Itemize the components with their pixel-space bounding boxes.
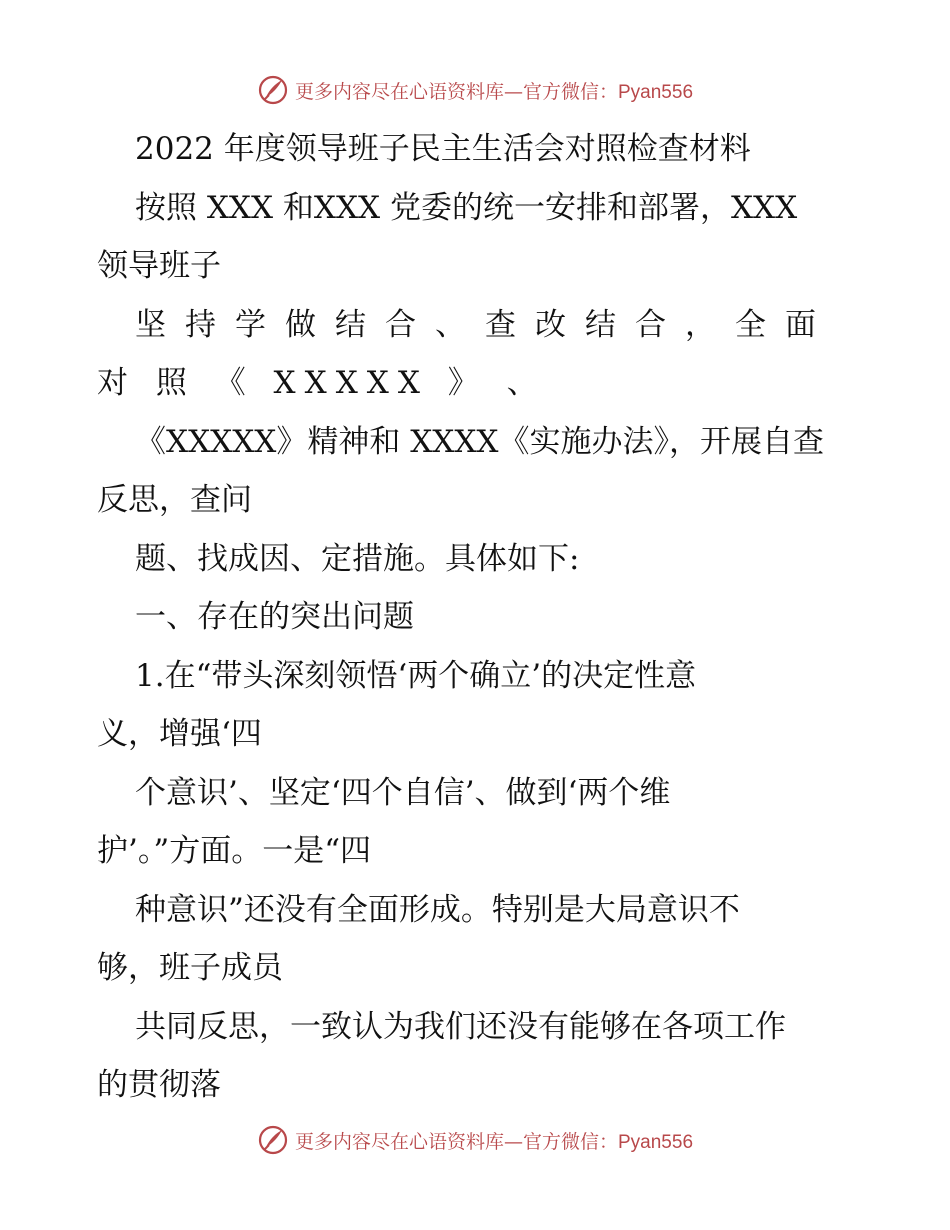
paragraph-line: 1.在“带头深刻领悟‘两个确立’的决定性意: [135, 657, 697, 694]
paragraph-line: 《XXXXX》精神和 XXXX《实施办法》，开展自查: [135, 423, 824, 460]
watermark-banner-top: [0, 70, 950, 110]
paragraph-line: 义，增强‘四: [97, 716, 262, 752]
paragraph-line: 个意识’、坚定‘四个自信’、做到‘两个维: [135, 774, 671, 811]
watermark-wechat: 官方微信：Pyan556: [523, 81, 694, 103]
watermark-wechat: 官方微信：Pyan556: [523, 1131, 694, 1153]
paragraph-line: 题、找成因、定措施。具体如下:: [135, 540, 580, 577]
document-title: 2022 年度领导班子民主生活会对照检查材料: [135, 131, 751, 167]
feather-pen-seal-icon: [257, 1124, 289, 1156]
paragraph-line: 种意识”还没有全面形成。特别是大局意识不: [135, 891, 740, 928]
paragraph-line: 坚持学做结合、查改结合，全面: [135, 306, 835, 343]
paragraph-line: 够，班子成员: [97, 950, 283, 986]
section-heading: 一、存在的突出问题: [135, 599, 414, 635]
document-body: [97, 120, 857, 1115]
watermark-text: 更多内容尽在心语资料库—: [294, 1130, 523, 1153]
paragraph-line: 领导班子: [97, 248, 221, 284]
feather-pen-seal-icon: [257, 74, 289, 106]
paragraph-line: 对 照 《 XXXXX 》 、: [97, 365, 547, 401]
watermark-text: 更多内容尽在心语资料库—: [294, 80, 523, 103]
paragraph-line: 护’。”方面。一是“四: [97, 833, 372, 869]
paragraph-line: 按照 XXX 和XXX 党委的统一安排和部署，XXX: [135, 189, 798, 226]
paragraph-line: 的贯彻落: [97, 1067, 221, 1103]
paragraph-line: 共同反思，一致认为我们还没有能够在各项工作: [135, 1008, 786, 1045]
paragraph-line: 反思，查问: [97, 482, 252, 518]
watermark-banner-bottom: [0, 1120, 950, 1160]
